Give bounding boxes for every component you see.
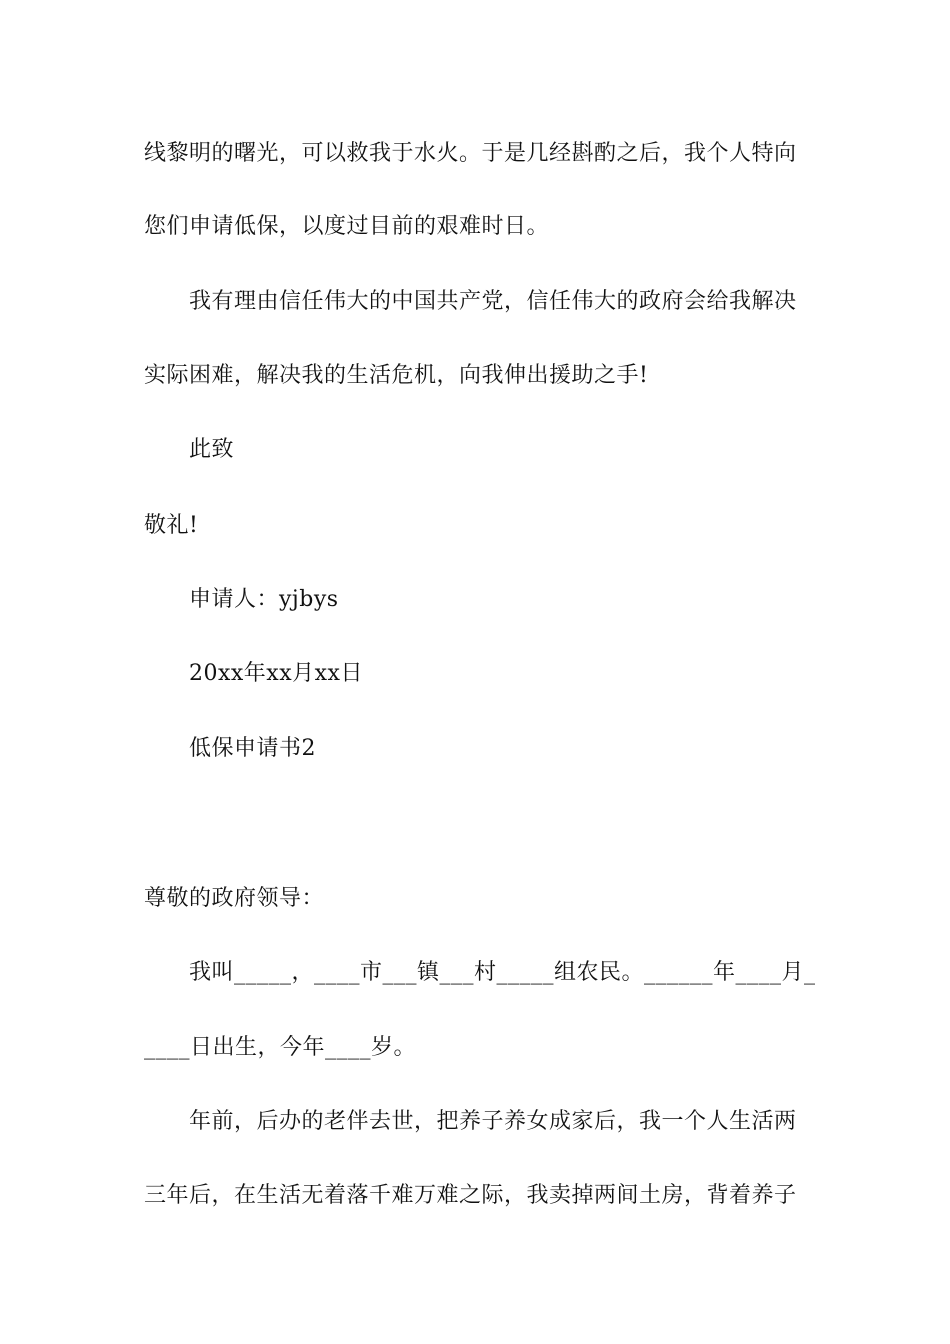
paragraph-line: ____日出生，今年____岁。 — [144, 1035, 417, 1060]
paragraph-line: 年前，后办的老伴去世，把养子养女成家后，我一个人生活两 — [189, 1109, 797, 1134]
closing-line: 此致 — [189, 437, 235, 462]
applicant-line: 申请人：yjbys — [189, 587, 339, 612]
paragraph-line: 实际困难，解决我的生活危机，向我伸出援助之手! — [144, 363, 649, 388]
paragraph-line: 我有理由信任伟大的中国共产党，信任伟大的政府会给我解决 — [189, 289, 797, 314]
section-title: 低保申请书2 — [189, 736, 316, 761]
greeting-line: 尊敬的政府领导： — [144, 886, 325, 911]
date-line: 20xx年xx月xx日 — [189, 661, 363, 686]
paragraph-line: 您们申请低保，以度过目前的艰难时日。 — [144, 214, 550, 239]
paragraph-line: 线黎明的曙光，可以救我于水火。于是几经斟酌之后，我个人特向 — [144, 141, 797, 166]
paragraph-line: 三年后，在生活无着落千难万难之际，我卖掉两间土房，背着养子 — [144, 1183, 797, 1208]
paragraph-line: 我叫_____，____市___镇___村_____组农民。______年____月_ — [189, 960, 816, 985]
salutation-line: 敬礼! — [144, 513, 199, 538]
